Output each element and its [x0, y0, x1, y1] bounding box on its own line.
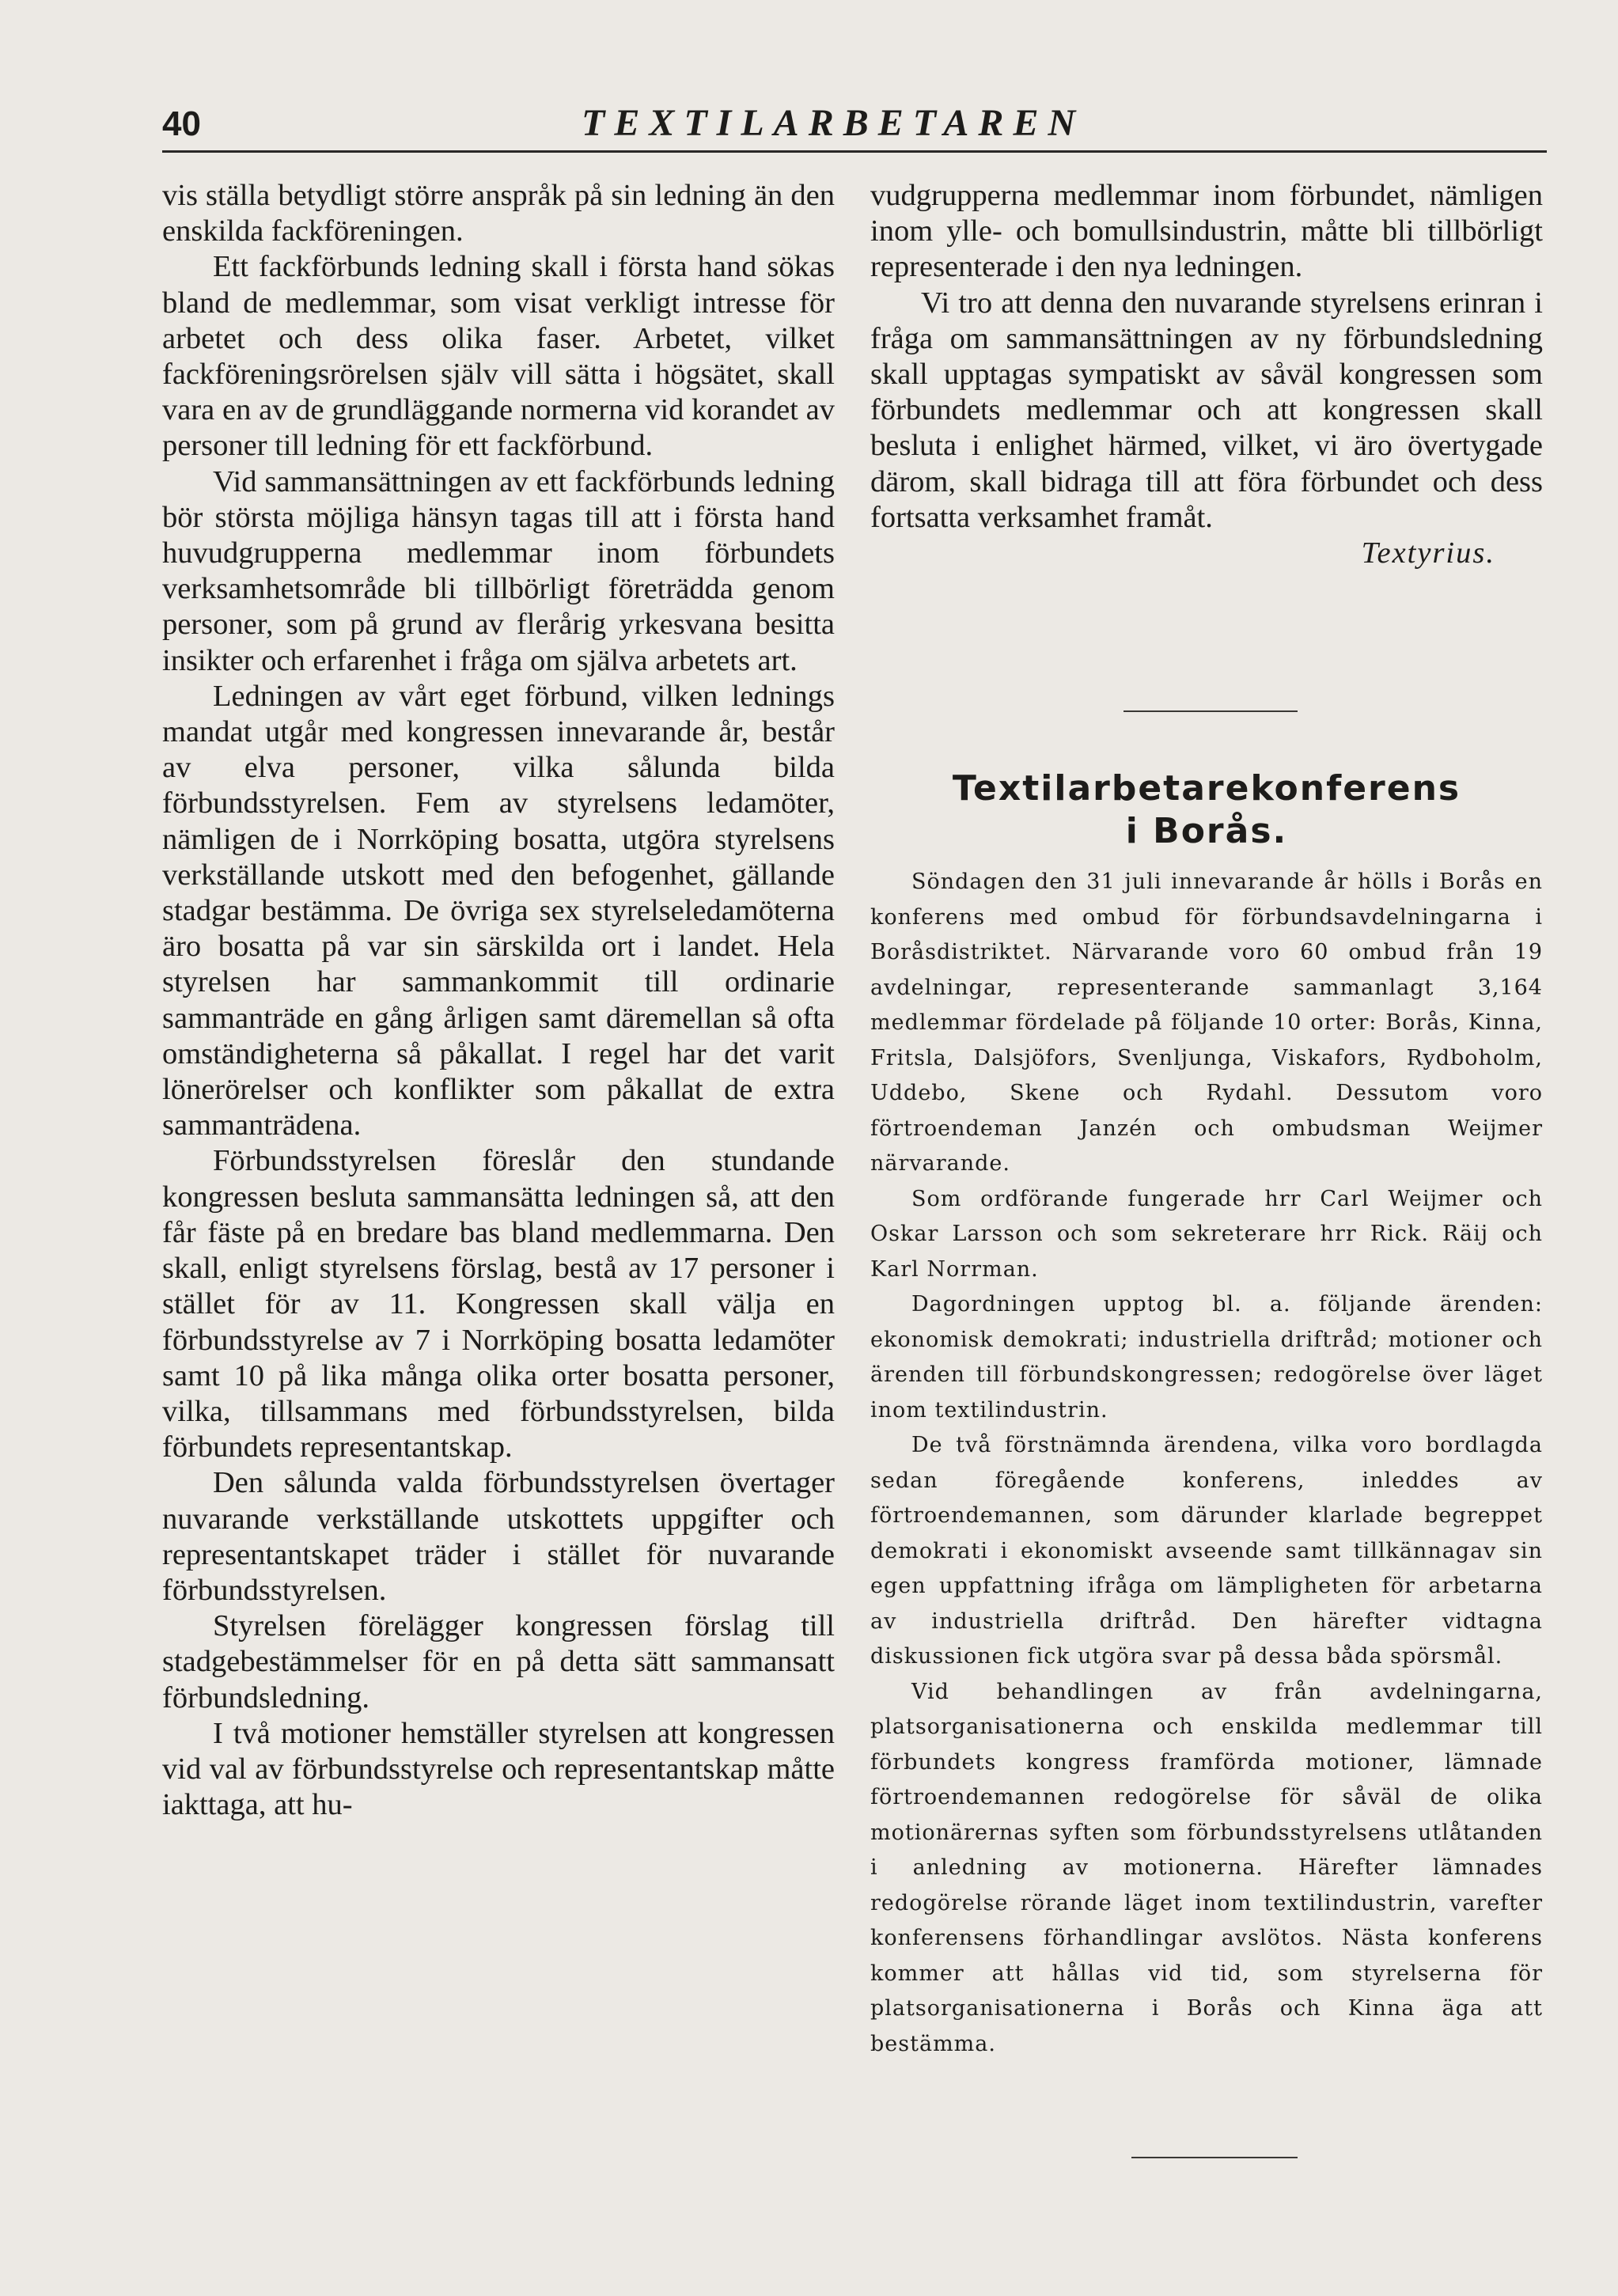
end-divider — [1131, 2157, 1298, 2158]
paragraph: Söndagen den 31 juli innevarande år hölls i Borås en konferens med ombud för förbundsavdelningarna i Boråsdistriktet. Närvarande voro 60 ombud från 19 avdelningar, representerande sammanlagt 3,164 medlemmar fördelade på följande 10 orter: Borås, Kinna, Fritsla, Dalsjöfors, Svenljunga, Viskafors, Rydboholm, Uddebo, Skene och Rydahl. Dessutom voro förtroendeman Janzén och ombudsman Weijmer närvarande. — [870, 870, 1543, 1176]
paragraph: Vid behandlingen av från avdelningarna, platsorganisationerna och enskilda medlemmar till förbundets kongress framförda motioner, lämnade förtroendemannen redogörelse för såväl de olika motionärernas syften som förbundsstyrelsens utlåtanden i anledning av motionerna. Härefter lämnades redogörelse rörande läget inom textilindustrin, varefter konferensens förhandlingar avslötos. Nästa konferens kommer att hållas vid tid, som styrelserna för platsorganisationerna i Borås och Kinna äga att bestämma. — [870, 1679, 1543, 2056]
paragraph: I två motioner hemställer styrelsen att kongressen vid val av förbundsstyrelse och representantskap måtte iakttaga, att hu- — [162, 1716, 835, 1822]
paragraph: Som ordförande fungerade hrr Carl Weijmer och Oskar Larsson och som sekreterare hrr Rick. Räij och Karl Norrman. — [870, 1186, 1543, 1282]
paragraph: De två förstnämnda ärendena, vilka voro bordlagda sedan föregående konferens, inleddes av förtroendemannen, som därunder klarlade begreppet demokrati i ekonomiskt avseende samt tillkännagav sin egen uppfattning ifråga om lämpligheten för arbetarna av industriella driftråd. Den härefter vidtagna diskussionen fick utgöra svar på dessa båda spörsmål. — [870, 1433, 1543, 1669]
journal-title: TEXTILARBETAREN — [582, 102, 1086, 144]
paragraph: Ledningen av vårt eget förbund, vilken lednings mandat utgår med kongressen innevarande år, består av elva personer, vilka sålunda bilda förbundsstyrelsen. Fem av styrelsens ledamöter, nämligen de i Norrköping bosatta, utgöra styrelsens verkställande utskott med den befogenhet, gällande stadgar bestämma. De övriga sex styrelseledamöterna äro bosatta på var sin särskilda ort i landet. Hela styrelsen har sammankommit till ordinarie sammanträde en gång årligen samt däremellan så ofta omständigheterna så påkallat. I regel har det varit lönerörelser och konflikter som påkallat de extra sammanträdena. — [162, 679, 835, 1142]
article-title-line: Textilarbetarekonferens — [952, 768, 1461, 809]
paragraph: Förbundsstyrelsen föreslår den stundande kongressen besluta sammansätta ledningen så, att den får fäste på en bredare bas bland medlemmarna. Den skall, enligt styrelsens förslag, bestå av 17 personer i stället för av 11. Kongressen skall välja en förbundsstyrelse av 7 i Norrköping bosatta ledamöter samt 10 på lika många olika orter bosatta personer, vilka, tillsammans med förbundsstyrelsen, bilda förbundets representantskap. — [162, 1144, 835, 1464]
paragraph: Den sålunda valda förbundsstyrelsen övertager nuvarande verkställande utskottets uppgifter och representantskapet träder i stället för nuvarande förbundsstyrelsen. — [162, 1466, 835, 1607]
section-divider — [1124, 710, 1298, 712]
paragraph: vudgrupperna medlemmar inom förbundet, nämligen inom ylle- och bomullsindustrin, måtte bli tillbörligt representerade i den nya ledningen. — [870, 179, 1543, 284]
right-column-continuation — [870, 178, 1543, 571]
paragraph: Dagordningen upptog bl. a. följande ärenden: ekonomisk demokrati; industriella driftråd; motioner och ärenden till förbundskongressen; redogörelse över läget inom textilindustrin. — [870, 1292, 1543, 1423]
paragraph: vis ställa betydligt större anspråk på sin ledning än den enskilda fackföreningen. — [162, 179, 835, 248]
article-body — [870, 865, 1543, 2062]
author-signature: Textyrius. — [1361, 536, 1495, 570]
article-title-line: i Borås. — [1125, 811, 1288, 851]
paragraph: Vid sammansättningen av ett fackförbunds ledning bör största möjliga hänsyn tagas till att i första hand huvudgrupperna medlemmar inom förbundets verksamhetsområde bli tillbörligt företrädda genom personer, som på grund av flerårig yrkesvana besitta insikter och erfarenhet i fråga om själva arbetets art. — [162, 464, 835, 677]
article-title — [870, 767, 1543, 853]
paragraph: Vi tro att denna den nuvarande styrelsens erinran i fråga om sammansättningen av ny förbundsledning skall upptagas sympatiskt av såväl kongressen som förbundets medlemmar och att kongressen skall besluta i enlighet härmed, vilket, vi äro övertygade därom, skall bidraga till att föra förbundet och dess fortsatta verksamhet framåt. — [870, 286, 1543, 534]
page-number: 40 — [162, 104, 201, 143]
left-column — [162, 178, 835, 1823]
page-header — [162, 101, 1547, 153]
paragraph: Ett fackförbunds ledning skall i första hand sökas bland de medlemmar, som visat verkligt intresse för arbetet och dess olika faser. Arbetet, vilket fackföreningsrörelsen själv vill sätta i högsätet, skall vara en av de grundläggande normerna vid korandet av personer till ledning för ett fackförbund. — [162, 250, 835, 463]
paragraph: Styrelsen förelägger kongressen förslag till stadgebestämmelser för en på detta sätt sammansatt förbundsledning. — [162, 1609, 835, 1714]
